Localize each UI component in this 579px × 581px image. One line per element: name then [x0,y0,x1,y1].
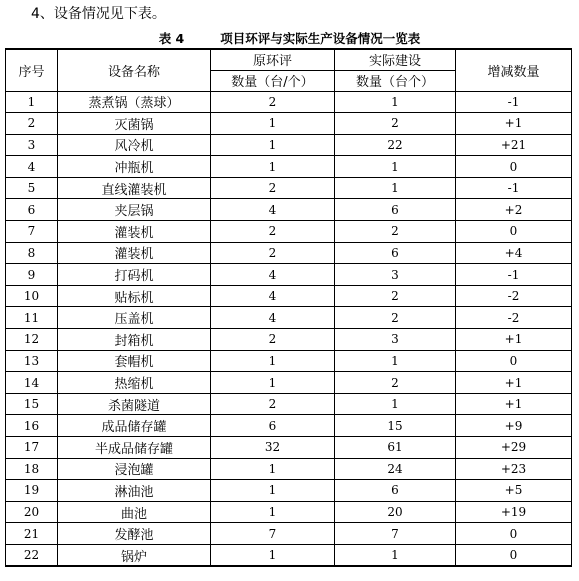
cell-eia-qty: 4 [211,264,335,286]
table-row [6,415,572,437]
cell-change: 0 [456,523,572,545]
table-row [6,458,572,480]
cell-equipment-name: 成品储存罐 [58,415,211,437]
cell-actual-qty: 2 [335,221,456,243]
table-row [6,264,572,286]
cell-equipment-name: 淋油池 [58,480,211,502]
cell-change: 0 [456,156,572,178]
cell-change: +5 [456,480,572,502]
table-row [6,544,572,566]
cell-equipment-name: 套帽机 [58,350,211,372]
header-name: 设备名称 [58,49,211,91]
table-row [6,480,572,502]
cell-equipment-name: 蒸煮锅（蒸球） [58,91,211,113]
cell-seq: 22 [6,544,58,566]
cell-seq: 5 [6,177,58,199]
cell-seq: 4 [6,156,58,178]
cell-actual-qty: 1 [335,393,456,415]
cell-eia-qty: 2 [211,393,335,415]
cell-eia-qty: 32 [211,437,335,459]
table-caption [0,31,579,47]
table-row [6,134,572,156]
cell-change: -1 [456,177,572,199]
cell-eia-qty: 1 [211,156,335,178]
cell-actual-qty: 2 [335,307,456,329]
cell-change: +4 [456,242,572,264]
cell-eia-qty: 4 [211,307,335,329]
cell-actual-qty: 61 [335,437,456,459]
cell-equipment-name: 封箱机 [58,329,211,351]
cell-seq: 14 [6,372,58,394]
header-actual-qty: 数量（台个） [335,70,456,91]
cell-change: +29 [456,437,572,459]
table-header [6,49,572,91]
cell-equipment-name: 热缩机 [58,372,211,394]
table-row [6,350,572,372]
table-row [6,372,572,394]
table-row [6,437,572,459]
table-row [6,501,572,523]
cell-seq: 20 [6,501,58,523]
cell-actual-qty: 1 [335,350,456,372]
cell-eia-qty: 2 [211,177,335,199]
table-number: 表 4 [158,31,185,46]
table-row [6,156,572,178]
table-body [6,91,572,566]
cell-equipment-name: 发酵池 [58,523,211,545]
table-row [6,329,572,351]
cell-equipment-name: 冲瓶机 [58,156,211,178]
cell-actual-qty: 1 [335,156,456,178]
cell-eia-qty: 1 [211,480,335,502]
cell-change: +19 [456,501,572,523]
cell-equipment-name: 贴标机 [58,285,211,307]
cell-equipment-name: 直线灌装机 [58,177,211,199]
cell-seq: 3 [6,134,58,156]
cell-equipment-name: 灌装机 [58,221,211,243]
cell-equipment-name: 夹层锅 [58,199,211,221]
cell-eia-qty: 2 [211,329,335,351]
header-eia: 原环评 [211,49,335,70]
cell-seq: 2 [6,113,58,135]
cell-seq: 11 [6,307,58,329]
cell-change: +1 [456,113,572,135]
cell-change: 0 [456,221,572,243]
cell-actual-qty: 1 [335,544,456,566]
cell-change: 0 [456,350,572,372]
intro-text: 4、设备情况见下表。 [31,6,166,22]
table-title: 项目环评与实际生产设备情况一览表 [220,31,421,46]
cell-equipment-name: 灭菌锅 [58,113,211,135]
cell-eia-qty: 1 [211,350,335,372]
cell-actual-qty: 20 [335,501,456,523]
cell-actual-qty: 6 [335,199,456,221]
cell-eia-qty: 2 [211,221,335,243]
cell-seq: 15 [6,393,58,415]
table-row [6,307,572,329]
cell-actual-qty: 24 [335,458,456,480]
cell-seq: 10 [6,285,58,307]
cell-change: +1 [456,393,572,415]
cell-change: +1 [456,372,572,394]
cell-actual-qty: 2 [335,285,456,307]
cell-seq: 17 [6,437,58,459]
cell-actual-qty: 7 [335,523,456,545]
cell-actual-qty: 3 [335,264,456,286]
cell-equipment-name: 风冷机 [58,134,211,156]
cell-eia-qty: 1 [211,372,335,394]
cell-seq: 13 [6,350,58,372]
cell-change: +9 [456,415,572,437]
cell-eia-qty: 1 [211,134,335,156]
cell-actual-qty: 3 [335,329,456,351]
cell-seq: 16 [6,415,58,437]
cell-actual-qty: 1 [335,91,456,113]
cell-seq: 1 [6,91,58,113]
header-seq: 序号 [6,49,58,91]
cell-eia-qty: 1 [211,501,335,523]
cell-seq: 21 [6,523,58,545]
table-row [6,242,572,264]
table-row [6,393,572,415]
cell-eia-qty: 1 [211,544,335,566]
cell-actual-qty: 15 [335,415,456,437]
cell-equipment-name: 浸泡罐 [58,458,211,480]
cell-equipment-name: 曲池 [58,501,211,523]
table-row [6,113,572,135]
cell-actual-qty: 6 [335,480,456,502]
cell-equipment-name: 杀菌隧道 [58,393,211,415]
table-row [6,221,572,243]
cell-equipment-name: 锅炉 [58,544,211,566]
cell-equipment-name: 打码机 [58,264,211,286]
cell-eia-qty: 1 [211,458,335,480]
cell-actual-qty: 2 [335,113,456,135]
cell-change: -2 [456,307,572,329]
cell-seq: 9 [6,264,58,286]
equipment-table [5,48,572,567]
header-actual: 实际建设 [335,49,456,70]
table-row [6,285,572,307]
cell-eia-qty: 4 [211,199,335,221]
cell-actual-qty: 6 [335,242,456,264]
cell-change: 0 [456,544,572,566]
cell-eia-qty: 7 [211,523,335,545]
cell-change: -2 [456,285,572,307]
cell-seq: 7 [6,221,58,243]
cell-change: +1 [456,329,572,351]
cell-seq: 12 [6,329,58,351]
table-row [6,523,572,545]
cell-equipment-name: 压盖机 [58,307,211,329]
cell-eia-qty: 2 [211,242,335,264]
cell-equipment-name: 半成品储存罐 [58,437,211,459]
header-eia-qty: 数量（台/个） [211,70,335,91]
cell-eia-qty: 1 [211,113,335,135]
cell-actual-qty: 1 [335,177,456,199]
cell-seq: 18 [6,458,58,480]
table-row [6,199,572,221]
cell-change: -1 [456,264,572,286]
cell-change: +23 [456,458,572,480]
cell-equipment-name: 灌装机 [58,242,211,264]
cell-change: +2 [456,199,572,221]
table-row [6,177,572,199]
cell-seq: 6 [6,199,58,221]
cell-eia-qty: 4 [211,285,335,307]
table-row [6,91,572,113]
cell-eia-qty: 6 [211,415,335,437]
cell-seq: 8 [6,242,58,264]
cell-eia-qty: 2 [211,91,335,113]
cell-seq: 19 [6,480,58,502]
cell-actual-qty: 22 [335,134,456,156]
cell-actual-qty: 2 [335,372,456,394]
header-change: 增减数量 [456,49,572,91]
cell-change: +21 [456,134,572,156]
cell-change: -1 [456,91,572,113]
